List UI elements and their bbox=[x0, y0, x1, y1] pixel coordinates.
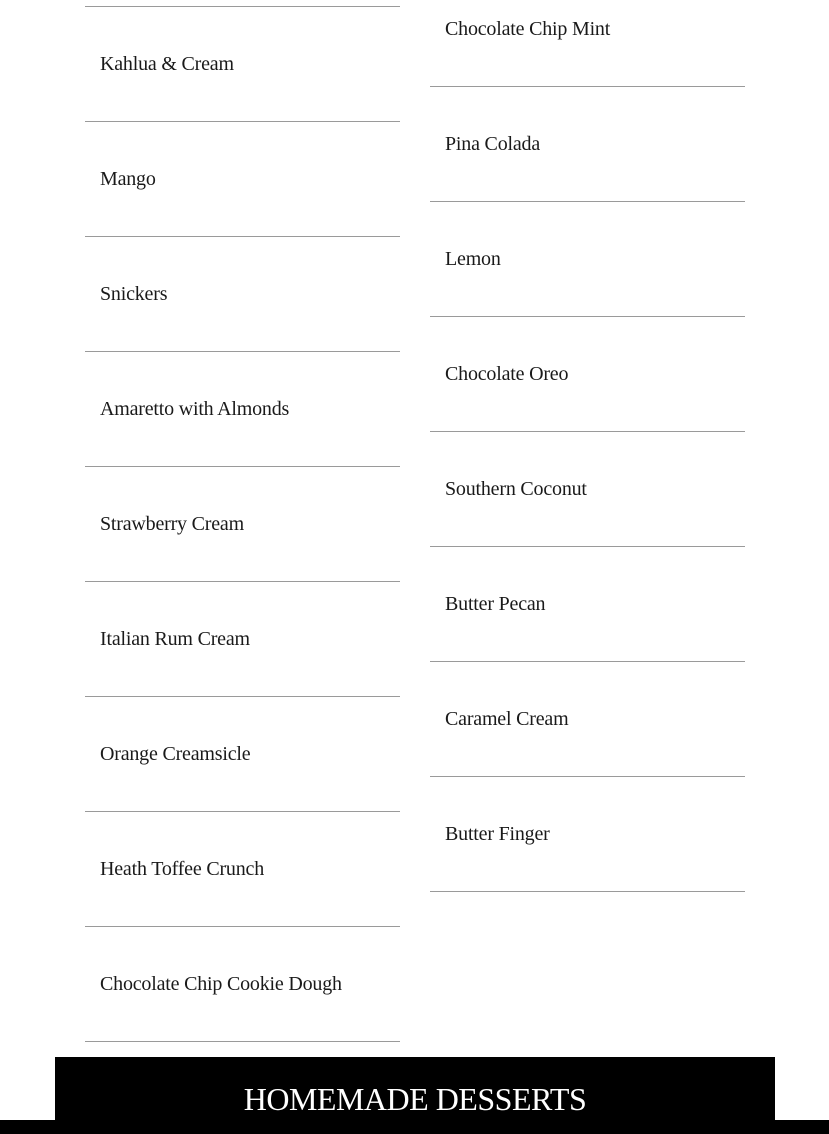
flavor-name: Orange Creamsicle bbox=[100, 742, 251, 765]
list-item bbox=[430, 202, 745, 317]
list-item bbox=[430, 317, 745, 432]
flavor-name: Chocolate Chip Cookie Dough bbox=[100, 972, 342, 995]
list-item bbox=[85, 697, 400, 812]
section-banner bbox=[55, 1057, 775, 1134]
list-item bbox=[85, 812, 400, 927]
flavor-name: Mango bbox=[100, 167, 156, 190]
flavor-name: Snickers bbox=[100, 282, 168, 305]
list-item bbox=[85, 352, 400, 467]
flavor-name: Kahlua & Cream bbox=[100, 52, 234, 75]
list-item bbox=[430, 777, 745, 892]
list-item bbox=[430, 547, 745, 662]
flavor-name: Italian Rum Cream bbox=[100, 627, 250, 650]
flavor-name: Lemon bbox=[445, 247, 501, 270]
flavor-name: Caramel Cream bbox=[445, 707, 569, 730]
list-item bbox=[430, 87, 745, 202]
flavor-name: Heath Toffee Crunch bbox=[100, 857, 265, 880]
flavor-name: Butter Pecan bbox=[445, 592, 546, 615]
flavor-name: Southern Coconut bbox=[445, 477, 587, 500]
list-item bbox=[85, 582, 400, 697]
list-item bbox=[85, 7, 400, 122]
flavor-name: Butter Finger bbox=[445, 822, 550, 845]
flavor-name: Chocolate Chip Mint bbox=[445, 17, 611, 40]
flavor-list-left bbox=[85, 6, 400, 1042]
list-item bbox=[85, 927, 400, 1042]
flavor-name: Amaretto with Almonds bbox=[100, 397, 290, 420]
flavor-list-right bbox=[430, 0, 745, 892]
flavor-name: Chocolate Oreo bbox=[445, 362, 569, 385]
list-item bbox=[85, 122, 400, 237]
list-item bbox=[430, 432, 745, 547]
list-item bbox=[85, 237, 400, 352]
section-title: HOMEMADE DESSERTS bbox=[243, 1081, 587, 1117]
list-item bbox=[430, 662, 745, 777]
list-item bbox=[430, 0, 745, 87]
list-item bbox=[85, 467, 400, 582]
flavor-name: Strawberry Cream bbox=[100, 512, 244, 535]
flavor-name: Pina Colada bbox=[445, 132, 541, 155]
